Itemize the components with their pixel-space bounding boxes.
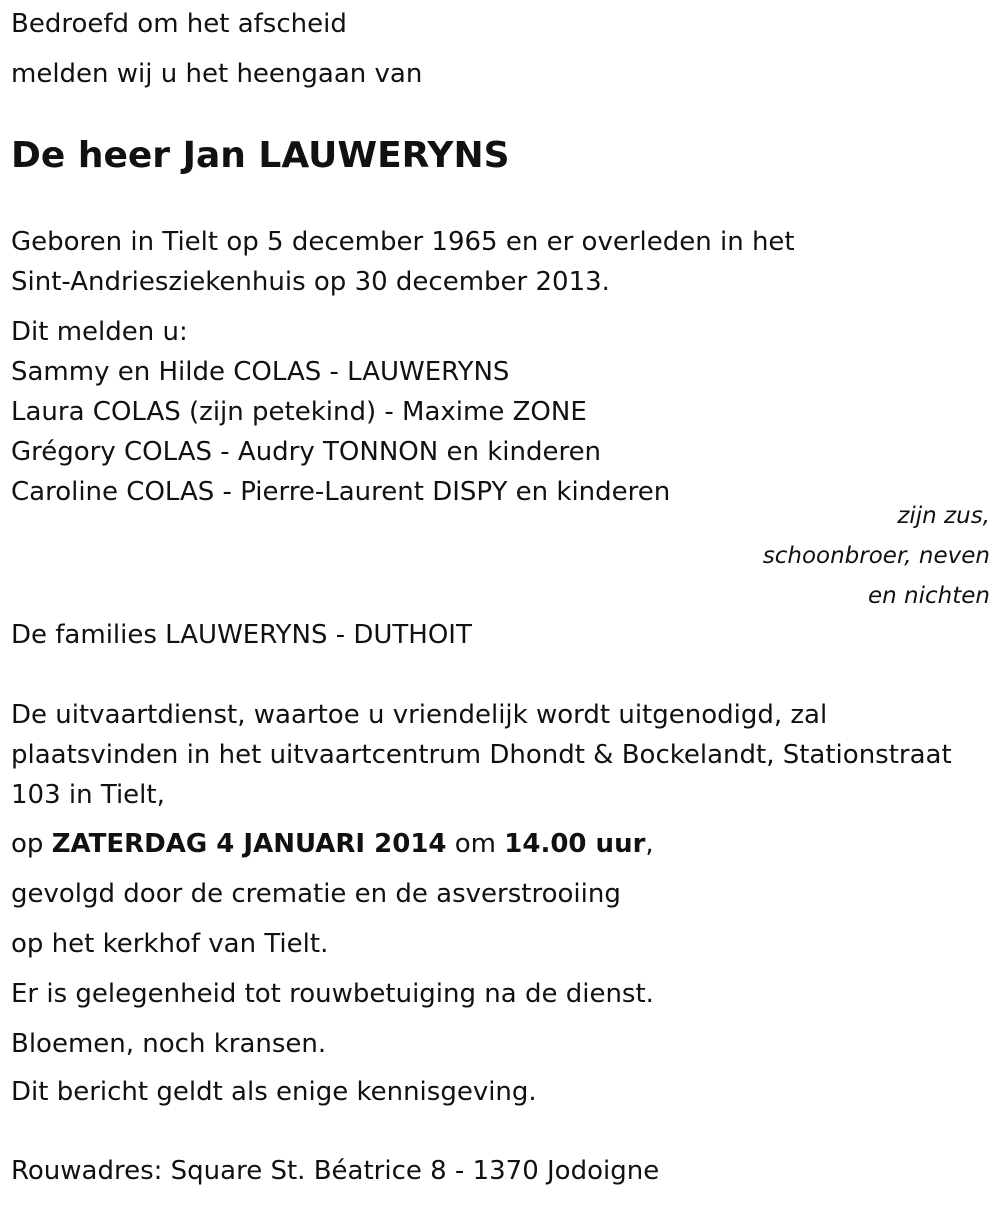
notice-line: Dit bericht geldt als enige kennisgeving.: [11, 1077, 537, 1107]
birth-death-line-1: Geboren in Tielt op 5 december 1965 en er overleden in het: [11, 227, 795, 257]
service-date: ZATERDAG 4 JANUARI 2014: [51, 829, 447, 859]
intro-line-2: melden wij u het heengaan van: [11, 59, 423, 89]
service-time: 14.00 uur: [504, 829, 646, 859]
service-line-1: De uitvaartdienst, waartoe u vriendelijk wordt uitgenodigd, zal: [11, 700, 828, 730]
mourning-address: Rouwadres: Square St. Béatrice 8 - 1370 Jodoigne: [11, 1156, 660, 1186]
service-date-line: [11, 831, 654, 857]
time-prefix: om: [454, 829, 496, 859]
announcer-name: Grégory COLAS - Audry TONNON en kinderen: [11, 437, 602, 467]
intro-line-1: Bedroefd om het afscheid: [11, 9, 347, 39]
birth-death-line-2: Sint-Andriesziekenhuis op 30 december 2013.: [11, 267, 610, 297]
flowers-line: Bloemen, noch kransen.: [11, 1029, 327, 1059]
condolences-line: Er is gelegenheid tot rouwbetuiging na de dienst.: [11, 979, 654, 1009]
service-line-3: 103 in Tielt,: [11, 780, 165, 810]
deceased-name: De heer Jan LAUWERYNS: [11, 135, 510, 176]
time-suffix: ,: [645, 829, 654, 859]
announcers-heading: Dit melden u:: [11, 317, 188, 347]
cremation-line: gevolgd door de crematie en de asverstrooiing: [11, 879, 621, 909]
location-line: op het kerkhof van Tielt.: [11, 929, 329, 959]
relation-line: zijn zus,: [897, 503, 990, 529]
relation-line: schoonbroer, neven: [762, 543, 990, 569]
announcer-name: Caroline COLAS - Pierre-Laurent DISPY en kinderen: [11, 477, 671, 507]
service-line-2: plaatsvinden in het uitvaartcentrum Dhondt & Bockelandt, Stationstraat: [11, 740, 952, 770]
relation-line: en nichten: [868, 583, 990, 609]
families-line: De families LAUWERYNS - DUTHOIT: [11, 620, 472, 650]
date-prefix: op: [11, 829, 44, 859]
announcer-name: Laura COLAS (zijn petekind) - Maxime ZONE: [11, 397, 587, 427]
announcer-name: Sammy en Hilde COLAS - LAUWERYNS: [11, 357, 510, 387]
